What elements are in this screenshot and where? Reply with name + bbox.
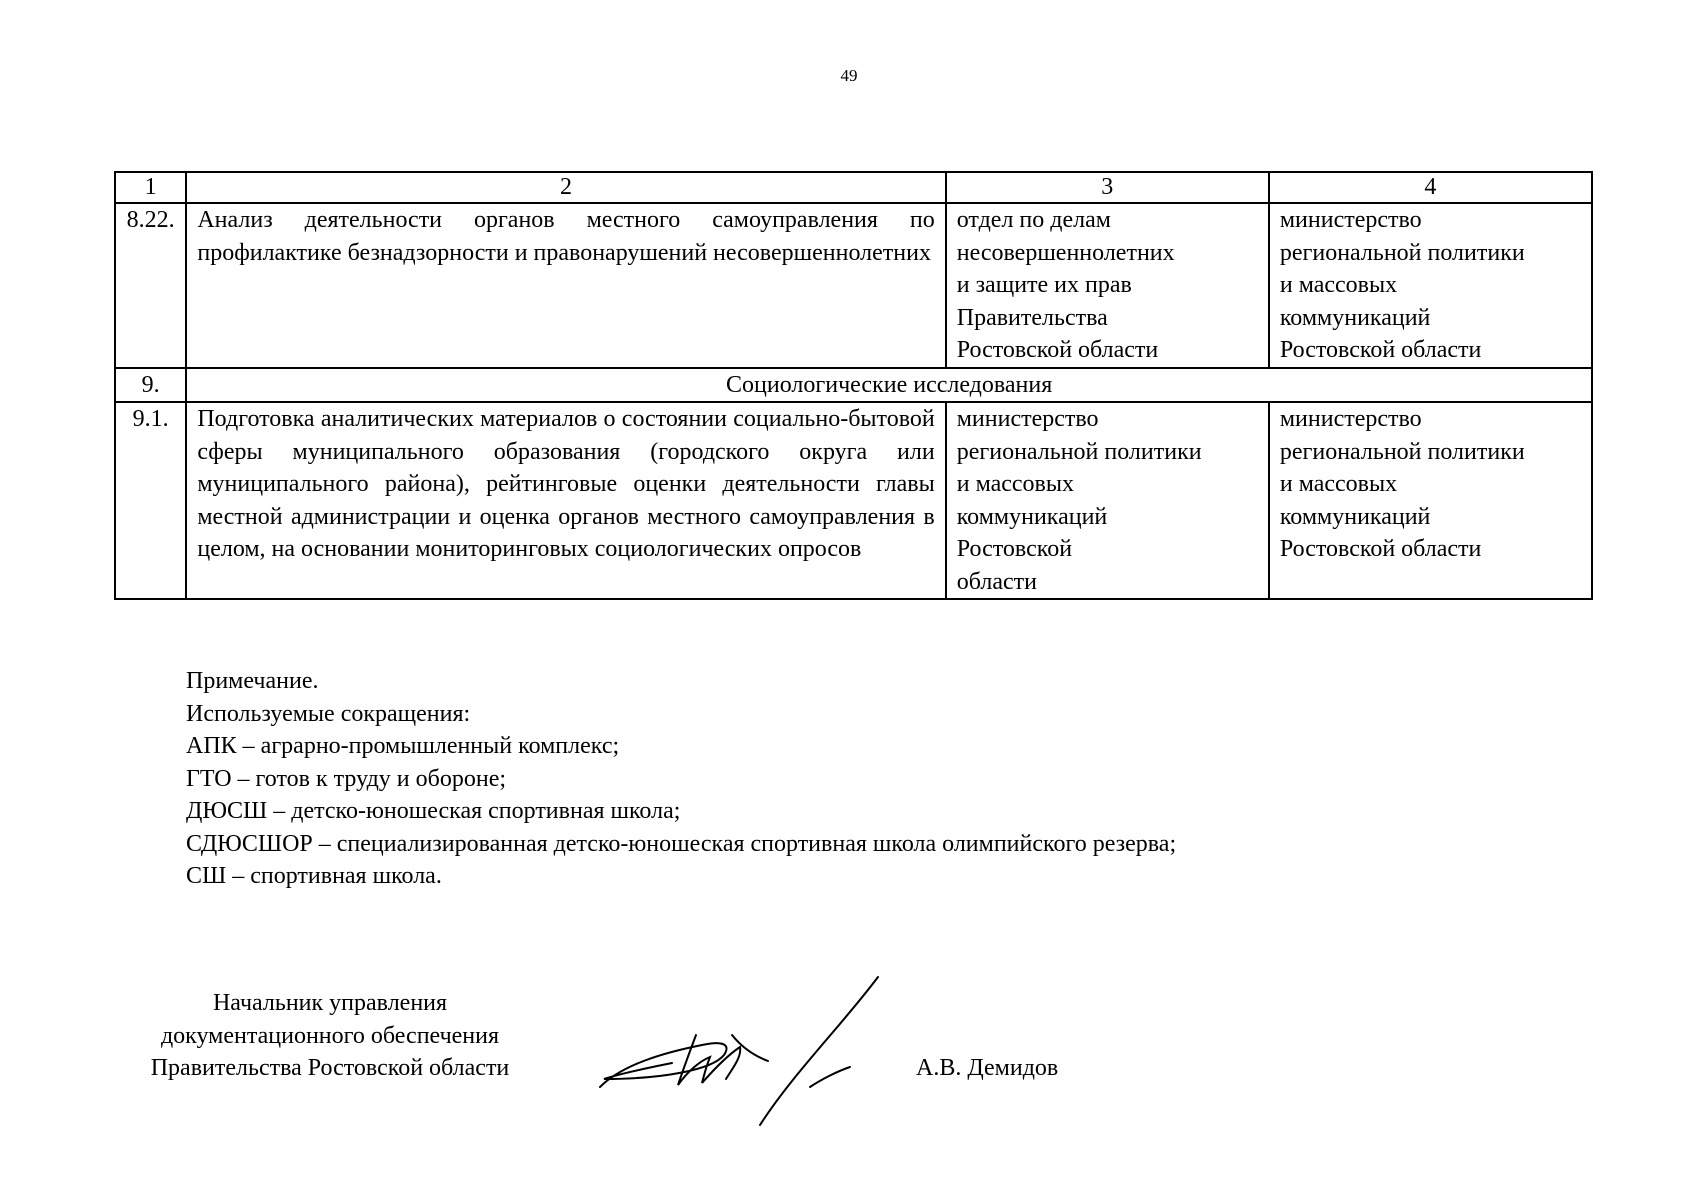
table-row bbox=[115, 402, 1592, 599]
column-header-1: 1 bbox=[115, 172, 186, 203]
description-text: Анализ деятельности органов местного самоуправления по профилактике безнадзорности и правонарушений несовершеннолетних bbox=[197, 207, 935, 266]
executor-line: Ростовской области bbox=[956, 337, 1159, 363]
abbreviation-item: ГТО – готов к труду и обороне; bbox=[186, 765, 507, 792]
abbreviation-item: ДЮСШ – детско-юношеская спортивная школа; bbox=[186, 798, 681, 824]
notes-title: Примечание. bbox=[186, 668, 319, 694]
section-title: Социологические исследования bbox=[186, 368, 1592, 403]
handwritten-signature bbox=[592, 975, 892, 1135]
column-header-2: 2 bbox=[186, 172, 945, 203]
abbreviation-item: СДЮСШОР – специализированная детско-юношеская спортивная школа олимпийского резерва; bbox=[186, 830, 1177, 857]
coordinator-line: региональной политики bbox=[1279, 239, 1525, 266]
plan-table bbox=[114, 171, 1593, 600]
notes-subtitle: Используемые сокращения: bbox=[186, 700, 471, 727]
section-number: 9. bbox=[115, 368, 186, 403]
coordinator-line: региональной политики bbox=[1279, 438, 1525, 465]
executor-line: коммуникаций bbox=[956, 503, 1108, 530]
position-line: Начальник управления bbox=[212, 990, 448, 1016]
coordinator-line: министерство bbox=[1279, 406, 1422, 432]
table-header-row bbox=[115, 172, 1592, 203]
coordinator-line: коммуникаций bbox=[1279, 304, 1431, 331]
executor-line: Правительства bbox=[956, 304, 1108, 331]
row-executor bbox=[946, 203, 1269, 368]
executor-line: и массовых bbox=[956, 471, 1075, 497]
column-header-3: 3 bbox=[946, 172, 1269, 203]
row-coordinator bbox=[1269, 203, 1592, 368]
position-line: Правительства Ростовской области bbox=[150, 1055, 510, 1081]
coordinator-line: и массовых bbox=[1279, 471, 1398, 497]
executor-line: отдел по делам bbox=[956, 207, 1111, 233]
coordinator-line: министерство bbox=[1279, 207, 1422, 233]
row-description bbox=[186, 203, 945, 368]
row-number: 8.22. bbox=[115, 203, 186, 368]
signer-position bbox=[110, 987, 550, 1085]
row-coordinator bbox=[1269, 402, 1592, 599]
executor-line: области bbox=[956, 568, 1037, 595]
executor-line: региональной политики bbox=[956, 438, 1202, 465]
section-row bbox=[115, 368, 1592, 403]
abbreviation-item: СШ – спортивная школа. bbox=[186, 863, 442, 889]
coordinator-line: и массовых bbox=[1279, 272, 1398, 298]
position-line: документационного обеспечения bbox=[160, 1022, 500, 1049]
column-header-4: 4 bbox=[1269, 172, 1592, 203]
description-text: Подготовка аналитических материалов о состоянии социально-бытовой сферы муниципального образования (городского округа или муниципального района), рейтинговые оценки деятельности главы местной администрации и оценка органов местного самоуправления в целом, на основании мониторинговых социологических опросов bbox=[197, 406, 935, 562]
notes-block bbox=[186, 665, 1176, 893]
coordinator-line: Ростовской области bbox=[1279, 337, 1482, 363]
abbreviation-item: АПК – аграрно-промышленный комплекс; bbox=[186, 733, 620, 759]
row-executor bbox=[946, 402, 1269, 599]
executor-line: и защите их прав bbox=[956, 272, 1132, 298]
executor-line: несовершеннолетних bbox=[956, 239, 1175, 266]
executor-line: министерство bbox=[956, 406, 1099, 432]
page-number: 49 bbox=[840, 66, 858, 85]
coordinator-line: коммуникаций bbox=[1279, 503, 1431, 530]
signer-name: А.В. Демидов bbox=[916, 1055, 1059, 1081]
coordinator-line: Ростовской области bbox=[1279, 536, 1482, 562]
row-description bbox=[186, 402, 945, 599]
table-row bbox=[115, 203, 1592, 368]
row-number: 9.1. bbox=[115, 402, 186, 599]
executor-line: Ростовской bbox=[956, 536, 1073, 562]
